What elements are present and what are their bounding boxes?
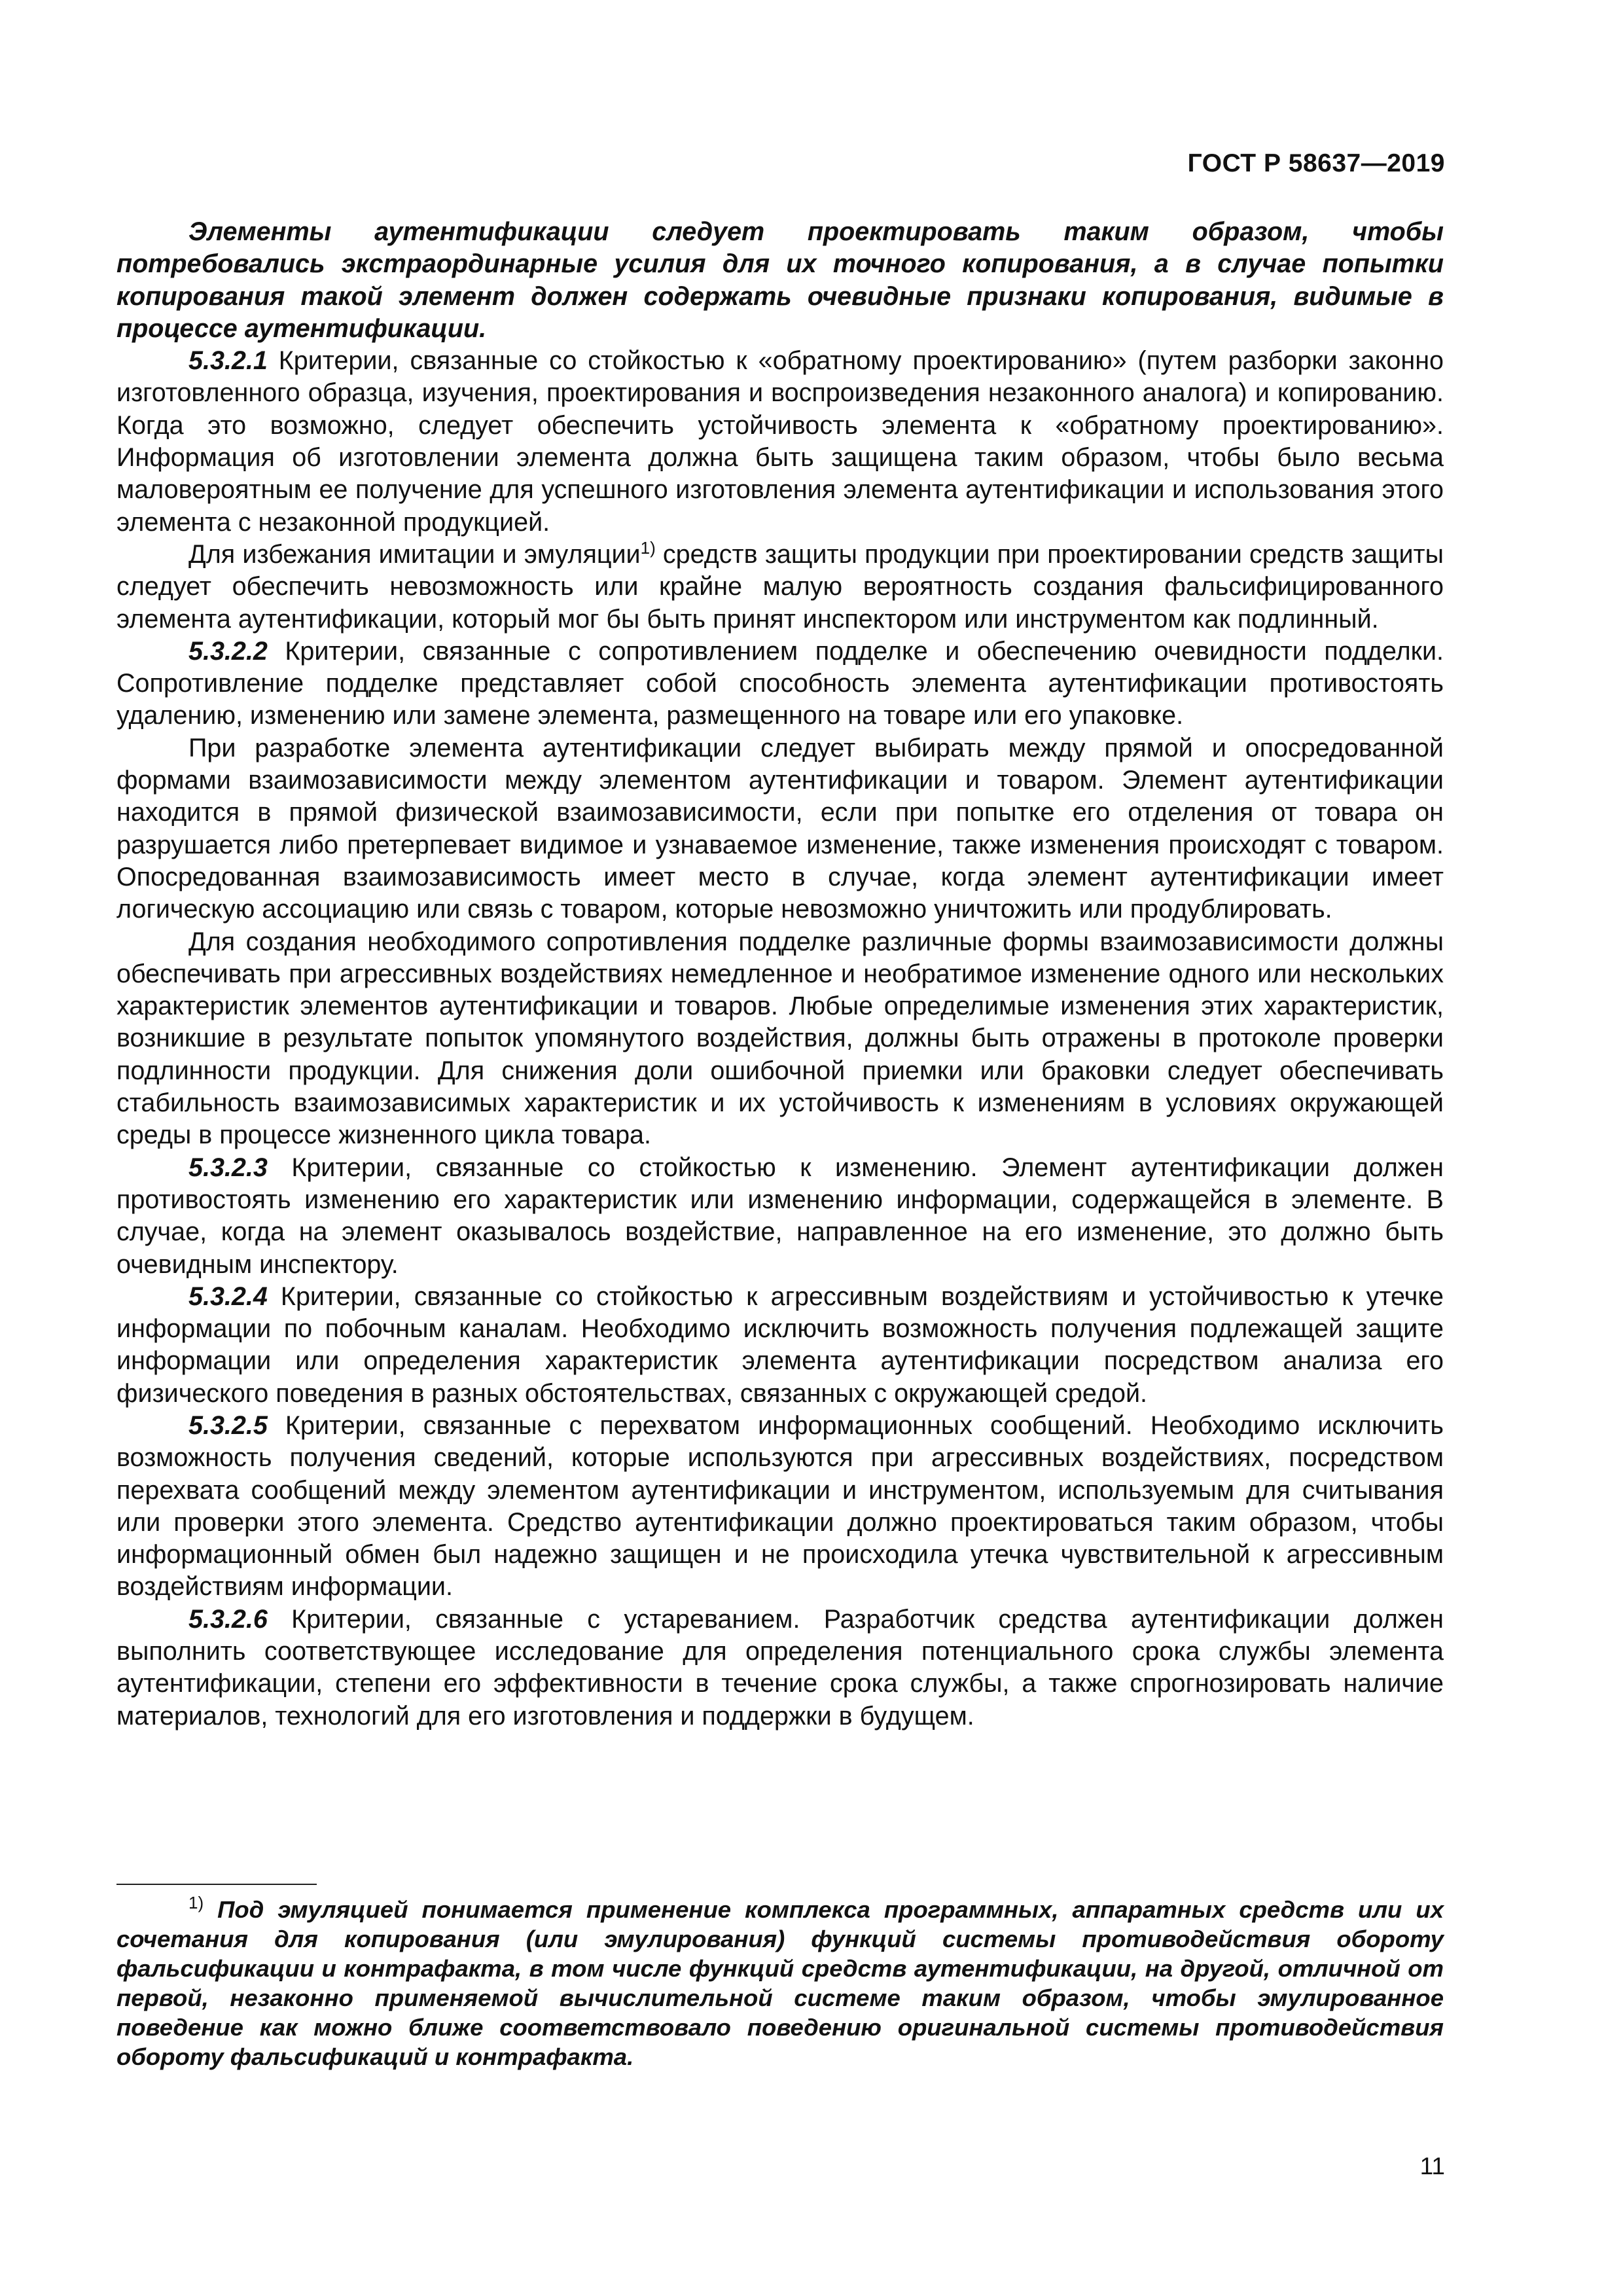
document-body bbox=[116, 216, 1444, 1732]
footnote-marker: 1) bbox=[188, 1893, 204, 1912]
paragraph-text: средств защиты продукции при проектировании средств защиты следует обеспечить невозможность или крайне малую вероятность создания фальсифицированного элемента аутентификации, который мог бы быть принят инспектором или инструментом как подлинный. bbox=[116, 539, 1444, 634]
clause-number: 5.3.2.2 bbox=[188, 636, 268, 666]
paragraph-5-3-2-5 bbox=[116, 1410, 1444, 1604]
clause-number: 5.3.2.5 bbox=[188, 1410, 268, 1440]
clause-text: Критерии, связанные со стойкостью к изменению. Элемент аутентификации должен противостоять изменению его характеристик или изменению информации, содержащейся в элементе. В случае, когда на элемент оказывалось воздействие, направленное на его изменение, это должно быть очевидным инспектору. bbox=[116, 1153, 1444, 1279]
clause-text: Критерии, связанные со стойкостью к агрессивным воздействиям и устойчивостью к утечке информации по побочным каналам. Необходимо исключить возможность получения подлежащей защите информации или определения характеристик элемента аутентификации посредством анализа его физического поведения в разных обстоятельствах, связанных с окружающей средой. bbox=[116, 1282, 1444, 1408]
clause-text: Критерии, связанные с перехватом информационных сообщений. Необходимо исключить возможность получения сведений, которые используются при агрессивных воздействиях, посредством перехвата сообщений между элементом аутентификации и инструментом, используемым для считывания или проверки этого элемента. Средство аутентификации должно проектироваться таким образом, чтобы информационный обмен был надежно защищен и не происходила утечка чувствительной к агрессивным воздействиям информации. bbox=[116, 1410, 1444, 1602]
footnote-reference: 1) bbox=[640, 537, 656, 558]
clause-number: 5.3.2.4 bbox=[188, 1282, 268, 1311]
paragraph-text: Для избежания имитации и эмуляции bbox=[188, 539, 641, 569]
clause-number: 5.3.2.3 bbox=[188, 1153, 268, 1182]
paragraph-5-3-2-2-third: Для создания необходимого сопротивления подделке различные формы взаимозависимости должны обеспечивать при агрессивных воздействиях немедленное и необратимое изменение одного или нескольких характеристик элементов аутентификации и товаров. Любые определимые изменения этих характеристик, возникшие в результате попыток упомянутого воздействия, должны быть отражены в протоколе проверки подлинности продукции. Для снижения доли ошибочной приемки или браковки следует обеспечивать стабильность взаимозависимых характеристик и их устойчивость к изменениям в условиях окружающей среды в процессе жизненного цикла товара. bbox=[116, 927, 1444, 1150]
clause-text: Критерии, связанные со стойкостью к «обратному проектированию» (путем разборки законно изготовленного образца, изучения, проектирования и воспроизведения незаконного аналога) и копированию. Когда это возможно, следует обеспечить устойчивость элемента к «обратному проектированию». Информация об изготовлении элемента должна быть защищена таким образом, чтобы было весьма маловероятным ее получение для успешного изготовления элемента аутентификации и использования этого элемента с незаконной продукцией. bbox=[116, 346, 1444, 537]
clause-number: 5.3.2.1 bbox=[188, 346, 268, 376]
paragraph-5-3-2-1-continued bbox=[116, 539, 1444, 636]
clause-text: Критерии, связанные с сопротивлением подделке и обеспечению очевидности подделки. Сопротивление подделке представляет собой способность элемента аутентификации противостоять удалению, изменению или замене элемента, размещенного на товаре или его упаковке. bbox=[116, 636, 1444, 730]
footnote-paragraph bbox=[116, 1895, 1444, 2072]
page-number: 11 bbox=[1419, 2153, 1445, 2179]
footnote bbox=[116, 1895, 1444, 2072]
clause-number: 5.3.2.6 bbox=[188, 1604, 268, 1634]
clause-text: Критерии, связанные с устареванием. Разработчик средства аутентификации должен выполнить соответствующее исследование для определения потенциального срока службы элемента аутентификации, степени его эффективности в течение срока службы, а также спрогнозировать наличие материалов, технологий для его изготовления и поддержки в будущем. bbox=[116, 1604, 1444, 1731]
paragraph-5-3-2-3 bbox=[116, 1152, 1444, 1281]
document-identifier: ГОСТ Р 58637—2019 bbox=[1187, 149, 1445, 177]
paragraph-5-3-2-4 bbox=[116, 1281, 1444, 1410]
lead-paragraph: Элементы аутентификации следует проектировать таким образом, чтобы потребовались экстраординарные усилия для их точного копирования, а в случае попытки копирования такой элемент должен содержать очевидные признаки копирования, видимые в процессе аутентификации. bbox=[116, 217, 1444, 343]
footnote-text: Под эмуляцией понимается применение комплекса программных, аппаратных средств или их сочетания для копирования (или эмулирования) функций системы противодействия обороту фальсификации и контрафакта, в том числе функций средств аутентификации, на другой, отличной от первой, незаконно применяемой вычислительной системе таким образом, чтобы эмулированное поведение как можно ближе соответствовало поведению оригинальной системы противодействия обороту фальсификаций и контрафакта. bbox=[116, 1896, 1444, 2070]
footnote-divider bbox=[116, 1884, 317, 1885]
paragraph-5-3-2-6 bbox=[116, 1604, 1444, 1732]
paragraph-5-3-2-2-second: При разработке элемента аутентификации следует выбирать между прямой и опосредованной формами взаимозависимости между элементом аутентификации и товаром. Элемент аутентификации находится в прямой физической взаимозависимости, если при попытке его отделения от товара он разрушается либо претерпевает видимое и узнаваемое изменение, также изменения происходят с товаром. Опосредованная взаимозависимость имеет место в случае, когда элемент аутентификации имеет логическую ассоциацию или связь с товаром, которые невозможно уничтожить или продублировать. bbox=[116, 733, 1444, 924]
paragraph-5-3-2-1 bbox=[116, 345, 1444, 539]
paragraph-5-3-2-2 bbox=[116, 636, 1444, 732]
